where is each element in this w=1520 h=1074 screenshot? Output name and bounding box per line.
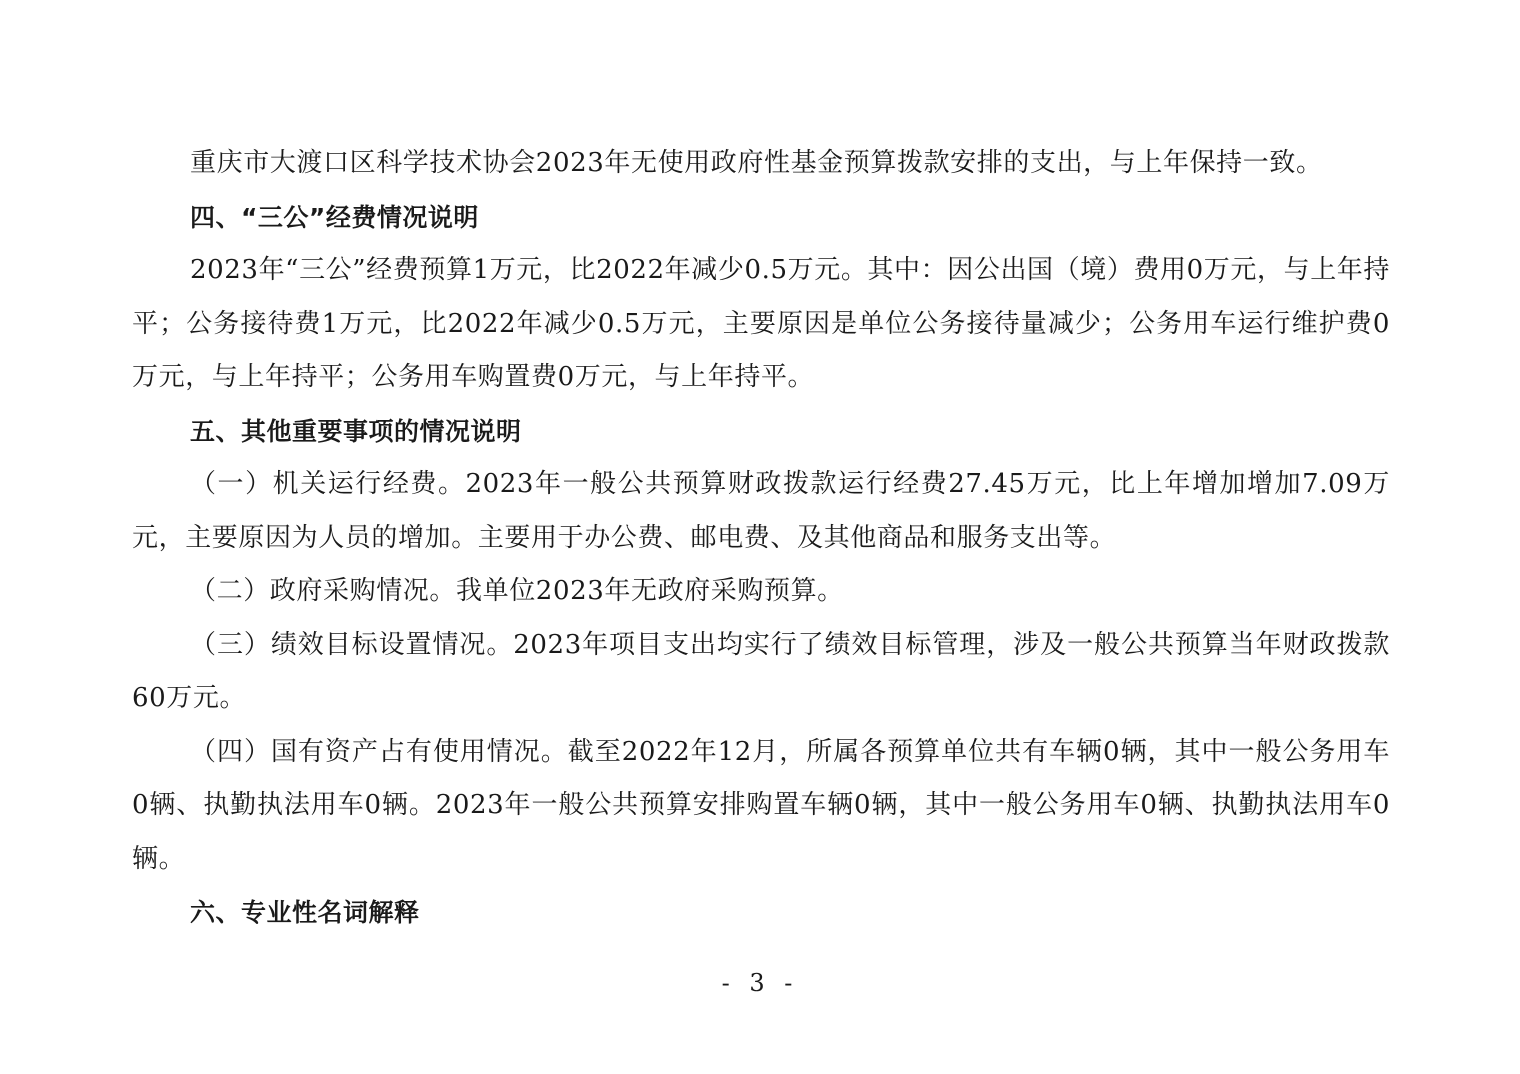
paragraph-fund-budget: 重庆市大渡口区科学技术协会2023年无使用政府性基金预算拨款安排的支出，与上年保持一致。 — [190, 148, 1323, 178]
document-body — [132, 137, 1390, 940]
paragraph-operating-expenses: （一）机关运行经费。2023年一般公共预算财政拨款运行经费27.45万元，比上年增加增加7.09万元，主要原因为人员的增加。主要用于办公费、邮电费、及其他商品和服务支出等。 — [132, 469, 1390, 553]
section-heading-other-matters: 五、其他重要事项的情况说明 — [190, 416, 522, 446]
page-number: - 3 - — [721, 969, 799, 997]
section-heading-terminology: 六、专业性名词解释 — [190, 898, 420, 927]
paragraph-state-assets: （四）国有资产占有使用情况。截至2022年12月，所属各预算单位共有车辆0辆，其中一般公务用车0辆、执勤执法用车0辆。2023年一般公共预算安排购置车辆0辆，其中一般公务用车0辆、执勤执法用车0辆。 — [132, 736, 1390, 874]
paragraph-procurement: （二）政府采购情况。我单位2023年无政府采购预算。 — [190, 576, 844, 606]
paragraph-three-public-expenses: 2023年“三公”经费预算1万元，比2022年减少0.5万元。其中：因公出国（境）费用0万元，与上年持平；公务接待费1万元，比2022年减少0.5万元，主要原因是单位公务接待量减少；公务用车运行维护费0万元，与上年持平；公务用车购置费0万元，与上年持平。 — [132, 255, 1390, 392]
section-heading-three-public: 四、“三公”经费情况说明 — [190, 202, 479, 232]
paragraph-performance-goals: （三）绩效目标设置情况。2023年项目支出均实行了绩效目标管理，涉及一般公共预算当年财政拨款60万元。 — [132, 629, 1390, 713]
